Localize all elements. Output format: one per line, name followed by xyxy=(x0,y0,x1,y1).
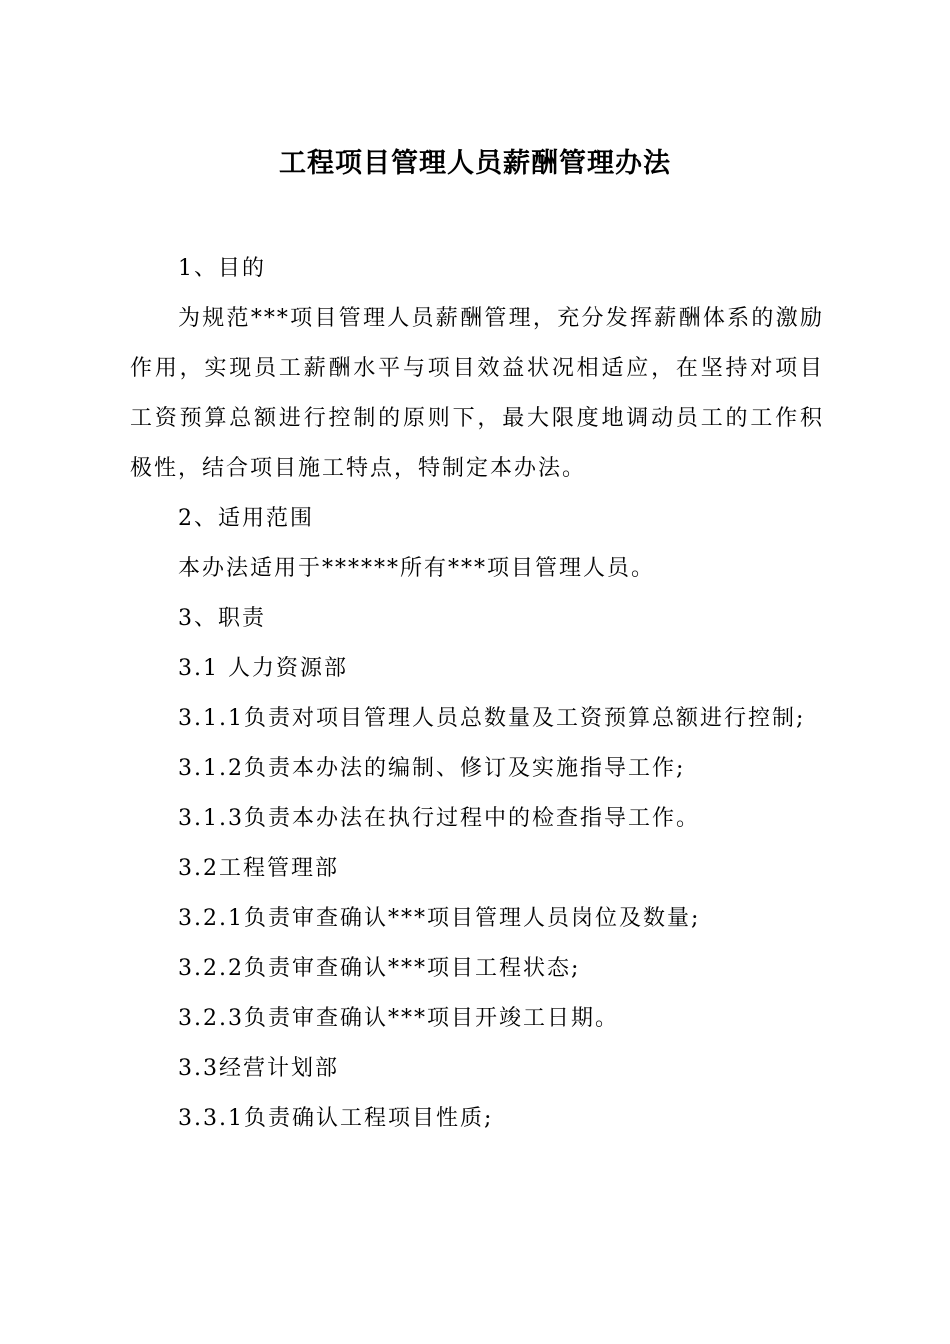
item-3-2-1: 3.2.1负责审查确认***项目管理人员岗位及数量; xyxy=(178,906,701,931)
item-3-2-2: 3.2.2负责审查确认***项目工程状态; xyxy=(178,956,581,981)
document-title: 工程项目管理人员薪酬管理办法 xyxy=(279,148,671,179)
document-body xyxy=(130,244,824,1144)
item-3-2-3: 3.2.3负责审查确认***项目开竣工日期。 xyxy=(178,1006,619,1031)
item-3-3-1: 3.3.1负责确认工程项目性质; xyxy=(178,1106,494,1131)
paragraph-scope: 本办法适用于******所有***项目管理人员。 xyxy=(178,556,656,581)
paragraph-purpose: 为规范***项目管理人员薪酬管理，充分发挥薪酬体系的激励作用，实现员工薪酬水平与项目效益状况相适应，在坚持对项目工资预算总额进行控制的原则下，最大限度地调动员工的工作积极性，结合项目施工特点，特制定本办法。 xyxy=(130,306,824,481)
section-heading-responsibilities: 3、职责 xyxy=(178,606,266,631)
section-heading-scope: 2、适用范围 xyxy=(178,506,314,531)
subsection-planning: 3.3经营计划部 xyxy=(178,1056,339,1081)
item-3-1-3: 3.1.3负责本办法在执行过程中的检查指导工作。 xyxy=(178,806,700,831)
subsection-engineering: 3.2工程管理部 xyxy=(178,856,339,881)
subsection-hr: 3.1 人力资源部 xyxy=(178,656,348,681)
item-3-1-2: 3.1.2负责本办法的编制、修订及实施指导工作; xyxy=(178,756,686,781)
item-3-1-1: 3.1.1负责对项目管理人员总数量及工资预算总额进行控制; xyxy=(178,706,806,731)
section-heading-purpose: 1、目的 xyxy=(178,256,266,281)
